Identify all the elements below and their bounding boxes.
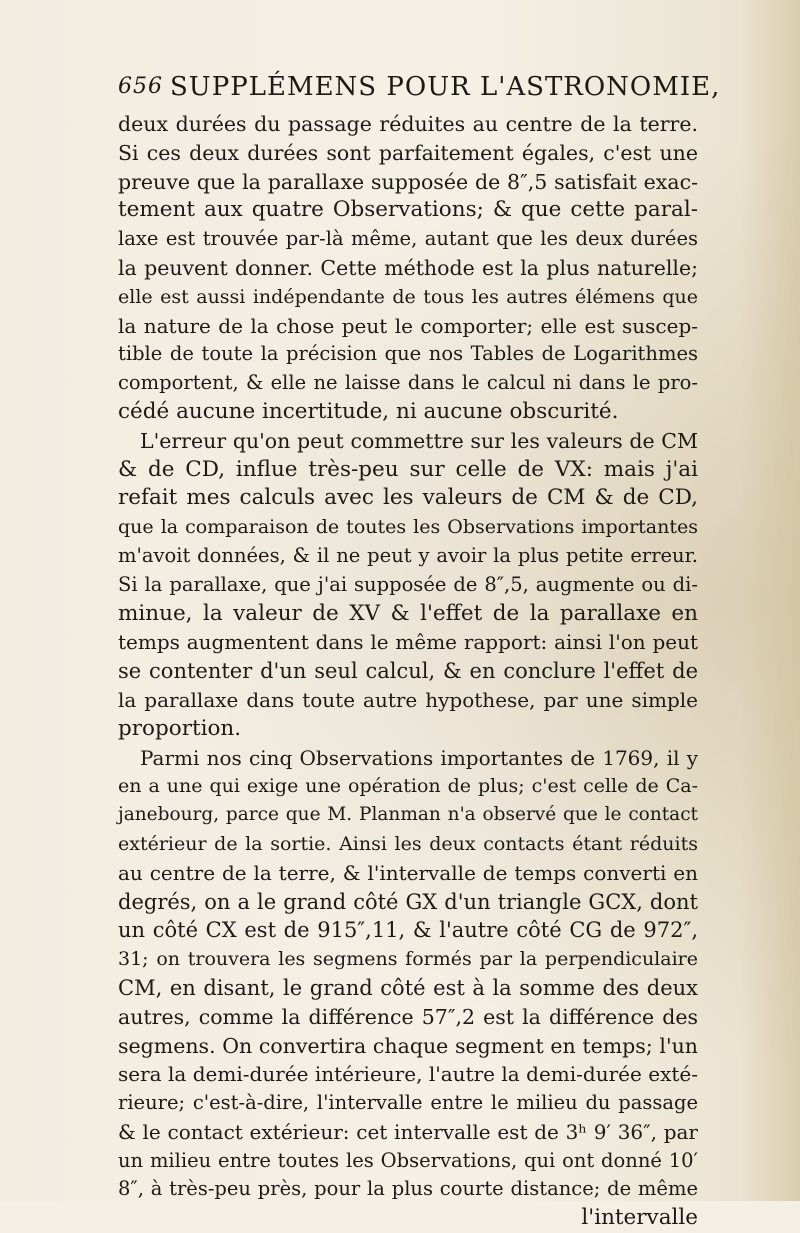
text-line: extérieur de la sortie. Ainsi les deux contacts étant réduits xyxy=(118,832,698,855)
text-line: se contenter d'un seul calcul, & en conclure l'effet de xyxy=(118,659,698,684)
text-line: un côté CX est de 915″,11, & l'autre côté CG de 972″, xyxy=(118,918,698,943)
page-number: 656 xyxy=(118,74,163,99)
text-line: CM, en disant, le grand côté est à la somme des deux xyxy=(118,975,698,1000)
text-line: m'avoit données, & il ne peut y avoir la plus petite erreur. xyxy=(118,543,698,567)
body-text xyxy=(118,110,698,1233)
catchword: l'intervalle xyxy=(581,1205,698,1231)
text-line: tement aux quatre Observations; & que cette paral- xyxy=(118,197,698,223)
text-line: & de CD, influe très-peu sur celle de VX: mais j'ai xyxy=(118,456,698,482)
page-edge-shading xyxy=(740,0,800,1201)
text-line: un milieu entre toutes les Observations, qui ont donné 10′ xyxy=(118,1148,698,1172)
text-line: la peuvent donner. Cette méthode est la plus naturelle; xyxy=(118,255,698,280)
running-head: SUPPLÉMENS POUR L'ASTRONOMIE, xyxy=(170,72,721,102)
text-line: autres, comme la différence 57″,2 est la différence des xyxy=(118,1004,698,1029)
text-line: Parmi nos cinq Observations importantes de 1769, il y xyxy=(140,745,698,770)
text-line: la parallaxe dans toute autre hypothese, par une simple xyxy=(118,687,698,712)
text-line: L'erreur qu'on peut commettre sur les valeurs de CM xyxy=(140,428,698,453)
text-line: deux durées du passage réduites au centre de la terre. xyxy=(118,112,698,136)
text-line: que la comparaison de toutes les Observations importantes xyxy=(118,516,698,539)
text-line: Si la parallaxe, que j'ai supposée de 8″,5, augmente ou di- xyxy=(118,572,698,596)
text-line: laxe est trouvée par-là même, autant que les deux durées xyxy=(118,227,698,251)
text-line: 31; on trouvera les segmens formés par la perpendiculaire xyxy=(118,948,698,971)
text-line: sera la demi-durée intérieure, l'autre la demi-durée exté- xyxy=(118,1062,698,1087)
text-line: au centre de la terre, & l'intervalle de temps converti en xyxy=(118,860,698,885)
page-header xyxy=(118,72,721,108)
text-line: segmens. On convertira chaque segment en temps; l'un xyxy=(118,1033,698,1058)
text-line: la nature de la chose peut le comporter; elle est suscep- xyxy=(118,313,698,338)
text-line: janebourg, parce que M. Planman n'a observé que le contact xyxy=(118,804,698,826)
text-line: rieure; c'est-à-dire, l'intervalle entre le milieu du passage xyxy=(118,1091,698,1115)
text-line: 8″, à très-peu près, pour la plus courte distance; de même xyxy=(118,1177,698,1201)
text-line: & le contact extérieur: cet intervalle est de 3ʰ 9′ 36″, par xyxy=(118,1119,698,1144)
text-line: comportent, & elle ne laisse dans le calcul ni dans le pro- xyxy=(118,371,698,395)
text-line: cédé aucune incertitude, ni aucune obscurité. xyxy=(118,398,619,424)
text-line: preuve que la parallaxe supposée de 8″,5 satisfait exac- xyxy=(118,169,698,194)
text-line: Si ces deux durées sont parfaitement égales, c'est une xyxy=(118,140,698,165)
text-line: elle est aussi indépendante de tous les autres élémens que xyxy=(118,285,698,308)
text-line: en a une qui exige une opération de plus; c'est celle de Ca- xyxy=(118,775,698,798)
text-line: temps augmentent dans le même rapport: ainsi l'on peut xyxy=(118,630,698,655)
text-line: minue, la valeur de XV & l'effet de la parallaxe en xyxy=(118,600,698,626)
text-line: refait mes calculs avec les valeurs de CM & de CD, xyxy=(118,485,698,511)
text-line: proportion. xyxy=(118,715,242,741)
text-line: tible de toute la précision que nos Tables de Logarithmes xyxy=(118,342,698,366)
text-line: degrés, on a le grand côté GX d'un triangle GCX, dont xyxy=(118,889,698,914)
